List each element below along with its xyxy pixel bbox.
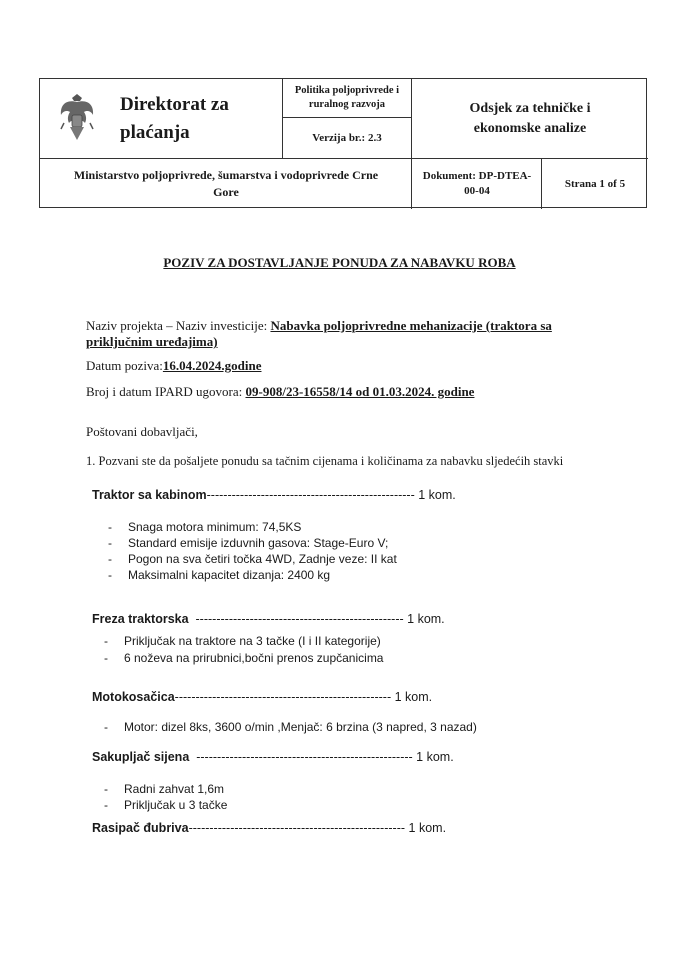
policy-line1: Politika poljoprivrede i [294, 85, 400, 96]
logo-cell [40, 79, 282, 158]
date-label: Datum poziva: [86, 358, 163, 373]
policy-line2: ruralnog razvoja [308, 99, 386, 110]
ministry-cell [40, 159, 412, 209]
item-dashes: ---------------------------------------------------- [189, 750, 413, 764]
contract-label: Broj i datum IPARD ugovora: [86, 384, 243, 399]
project-value-cont: priključnim uređajima) [86, 334, 218, 349]
contract-line [86, 384, 474, 400]
org-name-line1: Direktorat za [120, 94, 229, 115]
item-qty: 1 kom. [418, 488, 456, 502]
item-name: Freza traktorska [92, 612, 189, 626]
item-dashes: ---------------------------------------------------- [188, 821, 406, 835]
item-name: Traktor sa kabinom [92, 488, 207, 502]
item-qty: 1 kom. [408, 821, 447, 835]
item-name: Motokosačica [92, 690, 175, 704]
org-name-line2: plaćanja [120, 122, 190, 143]
document-number-cell [413, 159, 541, 209]
greeting: Poštovani dobavljači, [86, 424, 198, 439]
intro-text: 1. Pozvani ste da pošaljete ponudu sa tačnim cijenama i količinama za nabavku sljedećih stavki [86, 454, 564, 468]
policy-cell [283, 79, 411, 117]
project-label: Naziv projekta – Naziv investicije: [86, 318, 268, 333]
item-qty: 1 kom. [407, 612, 445, 626]
project-line [86, 318, 552, 334]
department-line1: Odsjek za tehničke i [469, 100, 591, 116]
item-name: Rasipač đubriva [92, 821, 189, 835]
org-name [120, 91, 229, 147]
ministry-line1: Ministarstvo poljoprivrede, šumarstva i vodoprivrede Crne [73, 168, 379, 182]
date-line [86, 358, 262, 374]
ministry-line2: Gore [213, 185, 239, 199]
page-number: Strana 1 of 5 [564, 178, 626, 190]
item-qty: 1 kom. [394, 690, 433, 704]
item-heading [92, 690, 432, 704]
item-dashes: ---------------------------------------------------- [174, 690, 392, 704]
item-heading [92, 750, 454, 764]
item-dashes: -------------------------------------------------- [206, 488, 415, 502]
coat-of-arms-icon [58, 93, 96, 143]
item-qty: 1 kom. [416, 750, 454, 764]
document-line1: Dokument: DP-DTEA- [422, 170, 532, 182]
document-header [39, 78, 647, 208]
page-title: POZIV ZA DOSTAVLJANJE PONUDA ZA NABAVKU ROBA [163, 255, 516, 270]
item-heading [92, 612, 445, 626]
contract-value: 09-908/23-16558/14 od 01.03.2024. godine [245, 384, 475, 399]
department-line2: ekonomske analize [473, 120, 587, 136]
item-heading [92, 488, 456, 502]
item-heading [92, 821, 446, 835]
date-value: 16.04.2024.godine [162, 358, 262, 373]
item-name: Sakupljač sijena [92, 750, 190, 764]
project-value: Nabavka poljoprivredne mehanizacije (traktora sa [270, 318, 552, 333]
document-line2: 00-04 [464, 185, 490, 197]
version-cell: Verzija br.: 2.3 [312, 132, 382, 144]
department-cell [412, 79, 648, 158]
item-dashes: -------------------------------------------------- [188, 612, 404, 626]
